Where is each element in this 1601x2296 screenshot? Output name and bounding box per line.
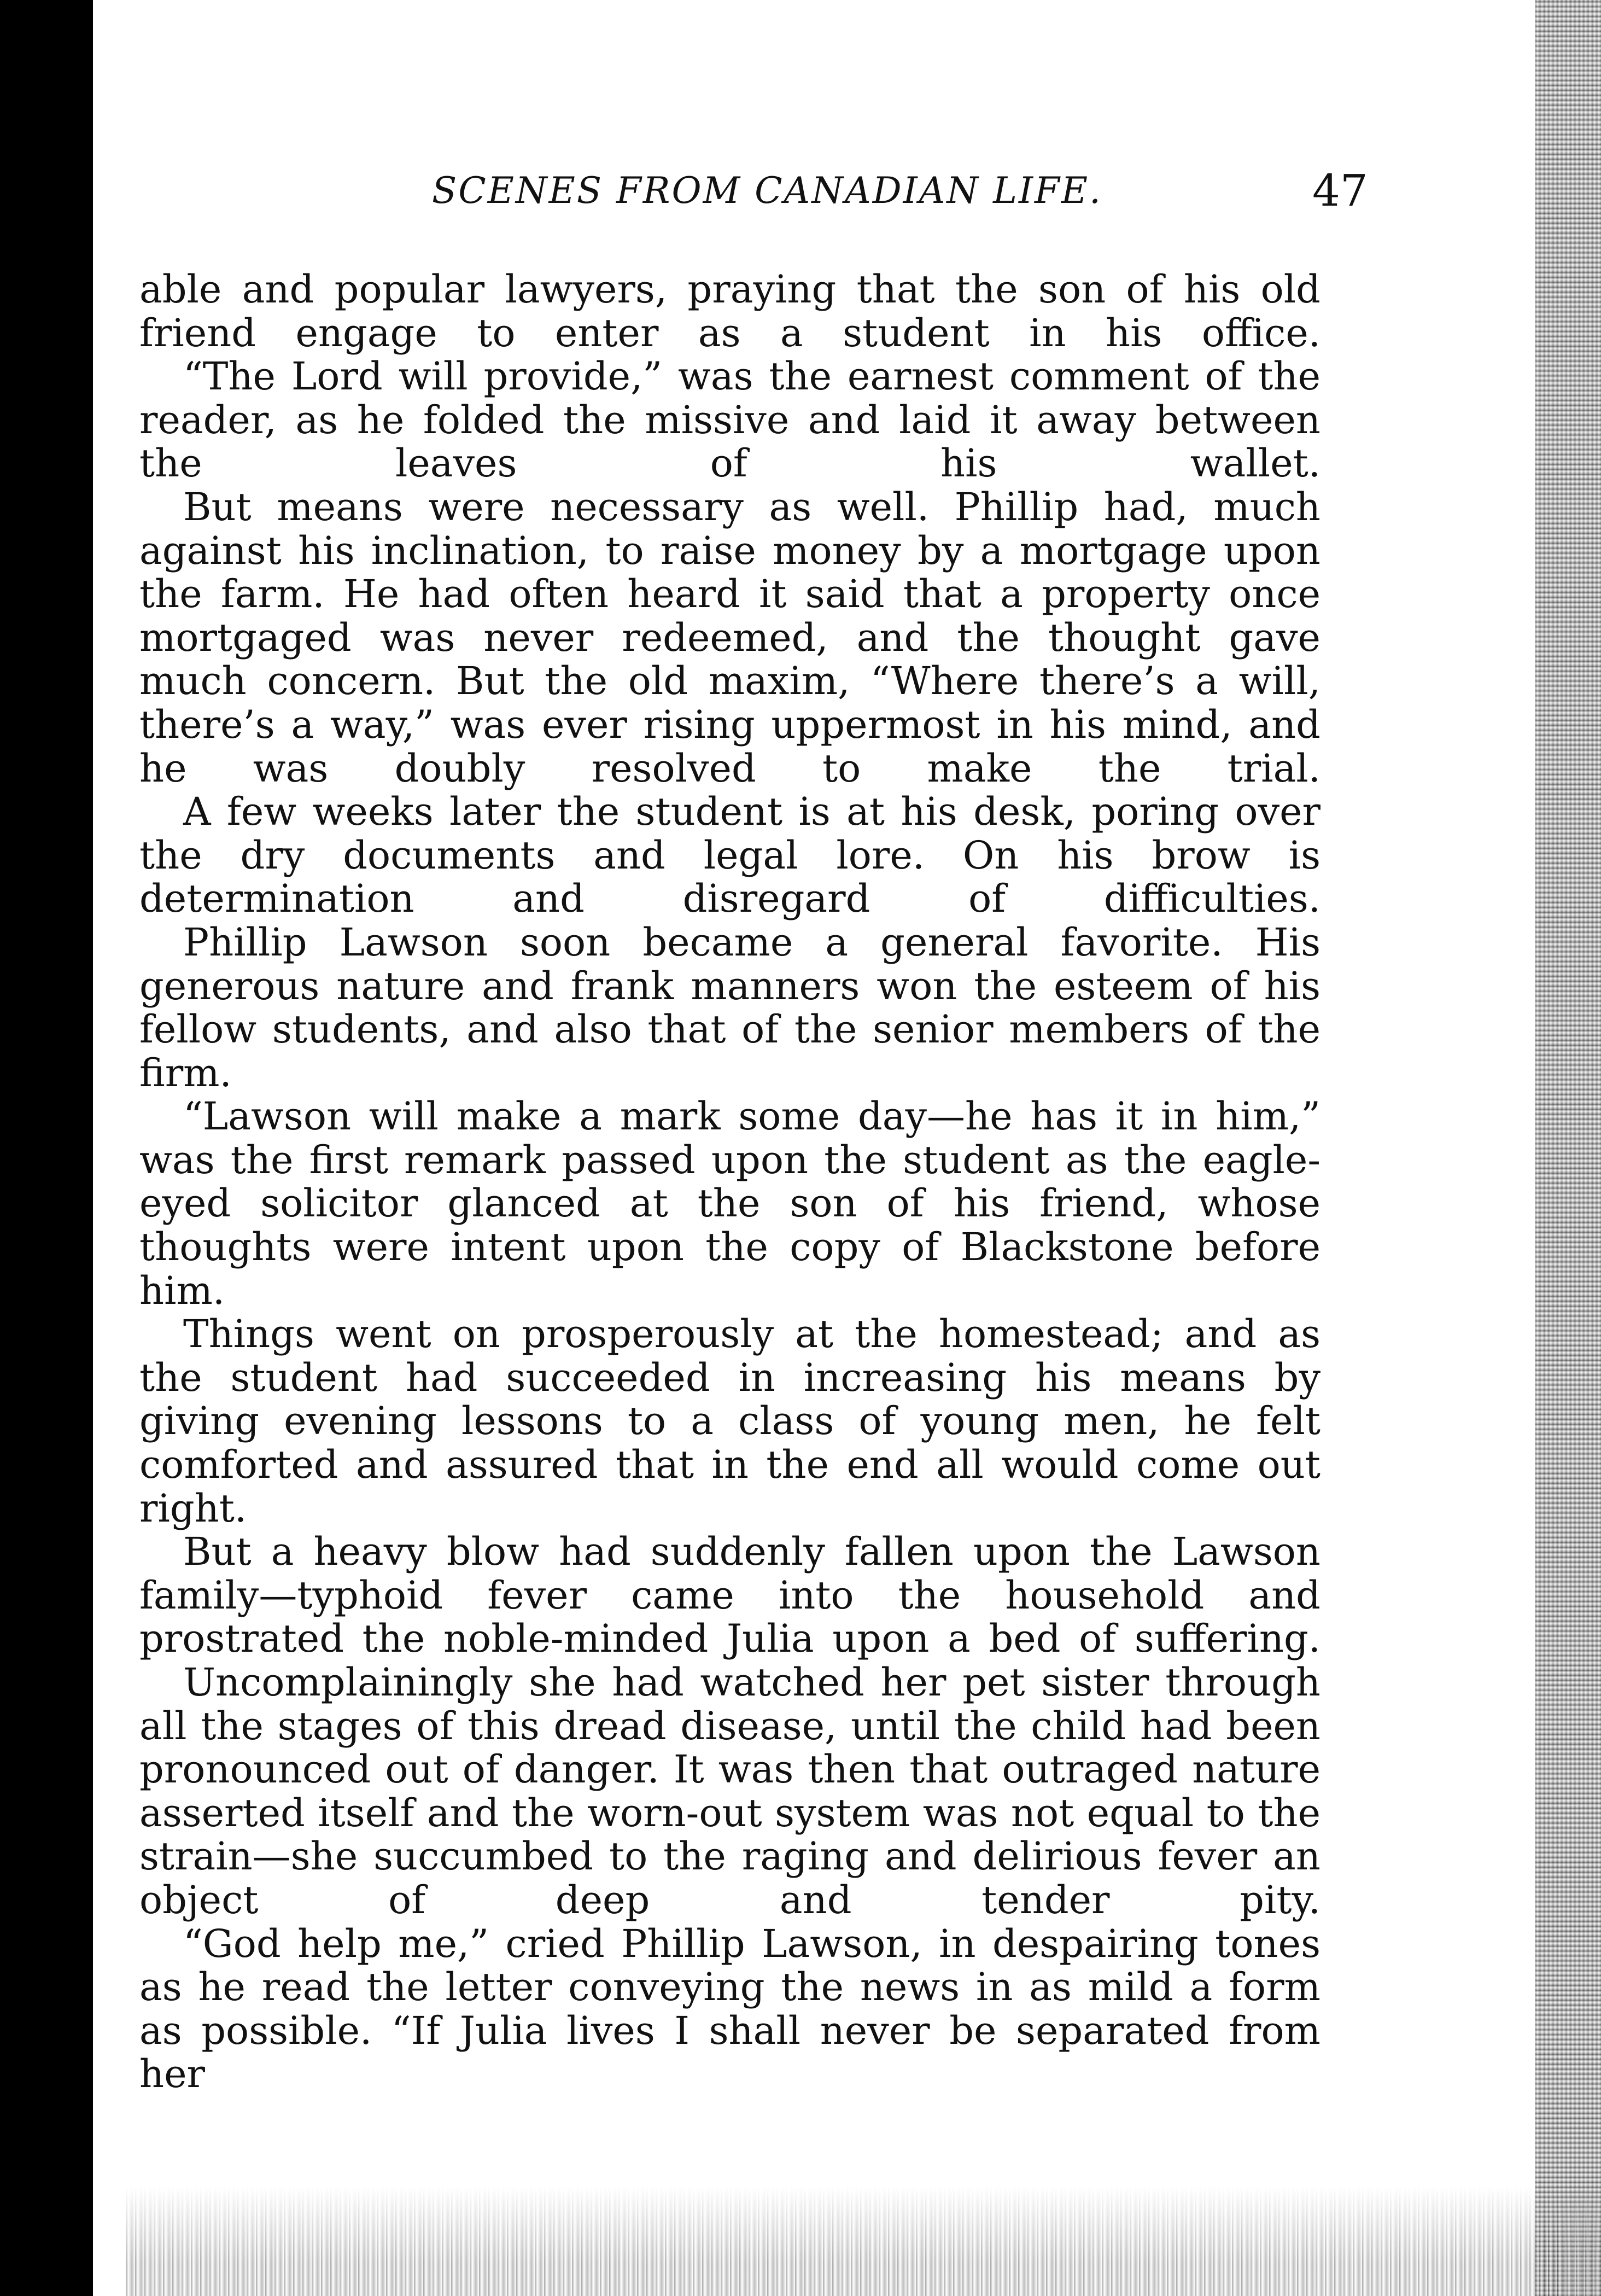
- body-text: [139, 268, 1320, 2096]
- book-page: [93, 0, 1601, 2296]
- scan-left-border: [0, 0, 93, 2296]
- paragraph-10: “God help me,” cried Phillip Lawson, in despairing tones as he read the letter conveying the news in as mild a form as possible. “If Julia lives I shall never be separated from her: [139, 1921, 1320, 2097]
- page-edge-right: [1535, 0, 1601, 2296]
- paragraph-5: Phillip Lawson soon became a general favorite. His generous nature and frank manners won the esteem of his fellow students, and also that of the senior members of the firm.: [139, 919, 1320, 1095]
- paragraph-6: “Lawson will make a mark some day—he has it in him,” was the first remark passed upon the student as the eagle-eyed solicitor glanced at the son of his friend, whose thoughts were intent upon the copy of Blackstone before him.: [139, 1094, 1320, 1313]
- paragraph-7: Things went on prosperously at the homestead; and as the student had succeeded in increasing his means by giving evening lessons to a class of young men, he felt comforted and assured that in the end all would come out right.: [139, 1312, 1320, 1531]
- paragraph-3: But means were necessary as well. Phillip had, much against his inclination, to raise money by a mortgage upon the farm. He had often heard it said that a property once mortgaged was never redeemed, and the thought gave much concern. But the old maxim, “Where there’s a will, there’s a way,” was ever rising uppermost in his mind, and he was doubly resolved to make the trial.: [139, 484, 1320, 791]
- paragraph-8: But a heavy blow had suddenly fallen upon the Lawson family—typhoid fever came into the household and prostrated the noble-minded Julia upon a bed of suffering.: [139, 1529, 1320, 1662]
- page-edge-bottom: [126, 2187, 1601, 2296]
- paragraph-2: “The Lord will provide,” was the earnest comment of the reader, as he folded the missive and laid it away between the leaves of his wallet.: [139, 354, 1320, 486]
- running-title: SCENES FROM CANADIAN LIFE.: [432, 170, 1102, 212]
- page-number: 47: [1312, 165, 1368, 216]
- paragraph-9: Uncomplainingly she had watched her pet sister through all the stages of this dread disease, until the child had been pronounced out of danger. It was then that outraged nature asserted itself and the worn-out system was not equal to the strain—she succumbed to the raging and delirious fever an object of deep and tender pity.: [139, 1660, 1320, 1922]
- paragraph-1: able and popular lawyers, praying that the son of his old friend engage to enter as a student in his office.: [139, 267, 1320, 356]
- paragraph-4: A few weeks later the student is at his desk, poring over the dry documents and legal lore. On his brow is determination and disregard of difficulties.: [139, 789, 1320, 922]
- page-header: [328, 165, 1368, 224]
